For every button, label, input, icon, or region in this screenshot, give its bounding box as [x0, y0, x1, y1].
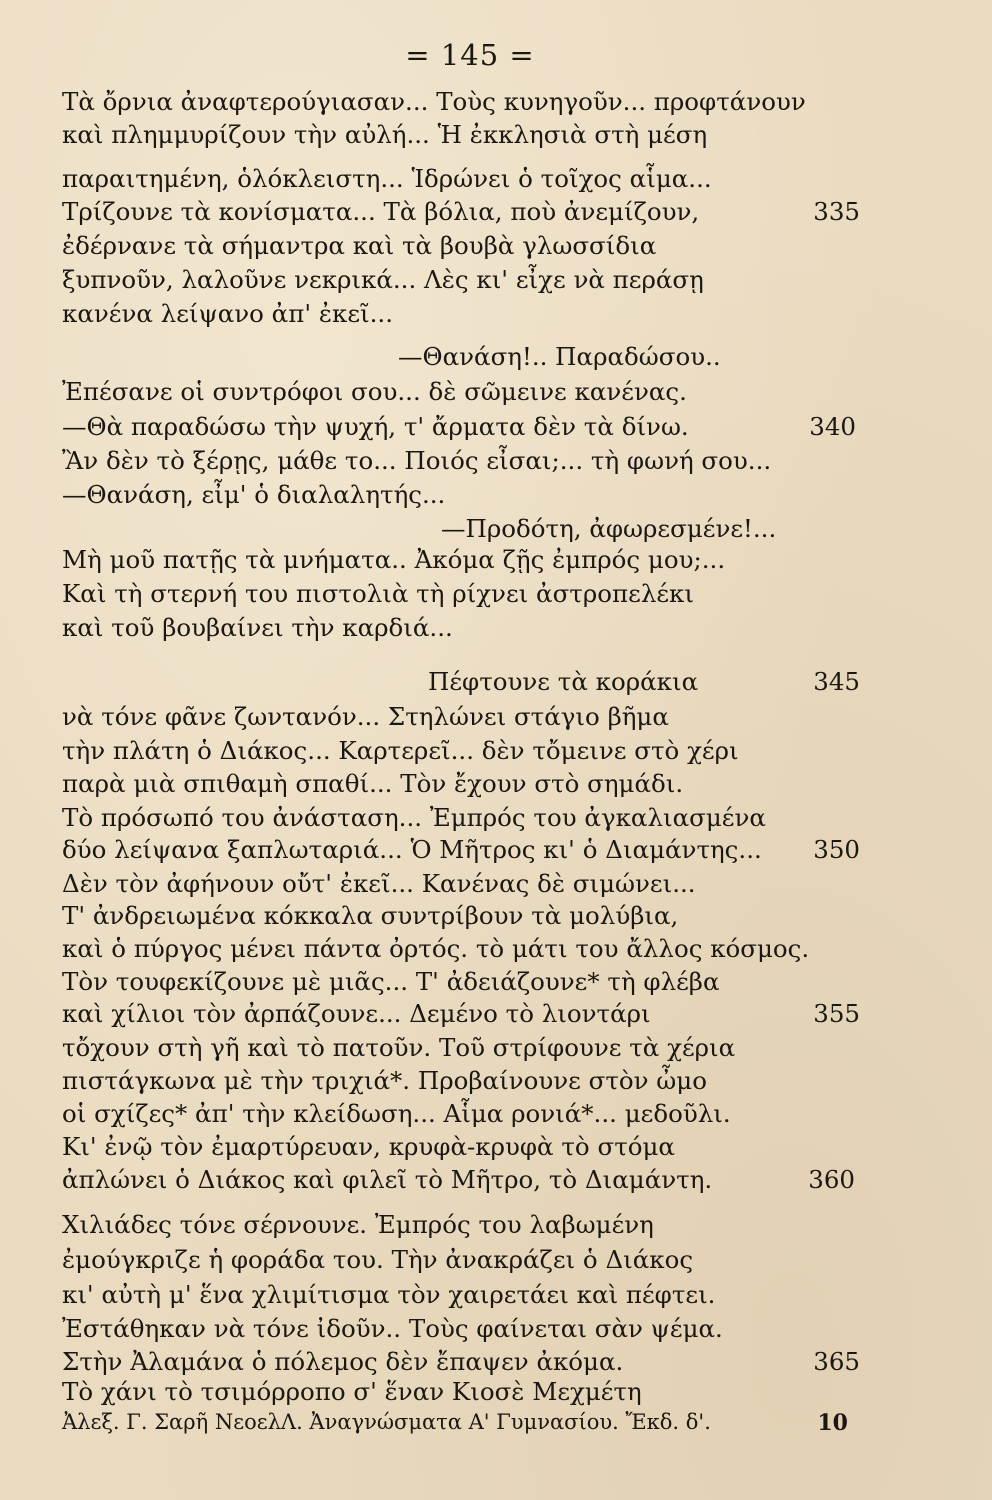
poem-line: κι' αὐτὴ μ' ἕνα χλιμίτισμα τὸν χαιρετάει καὶ πέφτει. — [62, 1280, 716, 1309]
poem-line: παραιτημένη, ὁλόκλειστη... Ἱδρώνει ὁ τοῖχος αἷμα... — [62, 164, 712, 193]
poem-line: παρὰ μιὰ σπιθαμὴ σπαθί... Τὸν ἔχουν στὸ σημάδι. — [62, 769, 684, 798]
verse-number: 345 — [813, 667, 860, 696]
poem-line: κανένα λείψανο ἀπ' ἐκεῖ... — [62, 299, 393, 328]
verse-number: 335 — [813, 197, 860, 226]
poem-line: νὰ τόνε φᾶνε ζωντανόν... Στηλώνει στάγιο βῆμα — [62, 702, 669, 731]
poem-line: Χιλιάδες τόνε σέρνουνε. Ἐμπρός του λαβωμένη — [62, 1210, 654, 1239]
poem-line: —Θανάση!.. Παραδώσου.. — [398, 342, 721, 371]
poem-line: ἐμούγκριζε ἡ φοράδα του. Τὴν ἀνακράζει ὁ Διάκος — [62, 1245, 694, 1274]
poem-line: Στὴν Ἀλαμάνα ὁ πόλεμος δὲν ἔπαψεν ἀκόμα. — [62, 1347, 624, 1376]
poem-line: —Προδότη, ἀφωρεσμένε!... — [441, 514, 777, 543]
poem-line: καὶ ὁ πύργος μένει πάντα ὀρτός. τὸ μάτι του ἄλλος κόσμος. — [62, 934, 810, 963]
poem-line: —Θὰ παραδώσω τὴν ψυχή, τ' ἄρματα δὲν τὰ δίνω. — [62, 412, 689, 441]
poem-line: Κι' ἐνῷ τὸν ἐμαρτύρευαν, κρυφὰ-κρυφὰ τὸ στόμα — [62, 1132, 675, 1161]
poem-line: καὶ πλημμυρίζουν τὴν αὐλή... Ἡ ἐκκλησιὰ στὴ μέση — [62, 120, 708, 149]
poem-line: Καὶ τὴ στερνή του πιστολιὰ τὴ ρίχνει ἀστροπελέκι — [62, 579, 694, 608]
poem-line: οἱ σχίζες* ἀπ' τὴν κλείδωση... Αἷμα ρονιά*... μεδοῦλι. — [62, 1099, 731, 1128]
verse-number: 350 — [813, 835, 860, 864]
poem-line: Μὴ μοῦ πατῇς τὰ μνήματα.. Ἀκόμα ζῇς ἐμπρός μου;... — [62, 545, 726, 574]
sheet-number: 10 — [817, 1410, 848, 1436]
poem-line: Τὸν τουφεκίζουνε μὲ μιᾶς... Τ' ἀδειάζουνε* τὴ φλέβα — [62, 967, 720, 996]
verse-number: 340 — [809, 412, 856, 441]
poem-line: Τρίζουνε τὰ κονίσματα... Τὰ βόλια, ποὺ ἀνεμίζουν, — [62, 197, 700, 226]
verse-number: 365 — [813, 1347, 860, 1376]
poem-line: ξυπνοῦν, λαλοῦνε νεκρικά... Λὲς κι' εἶχε νὰ περάσῃ — [62, 265, 704, 294]
verse-number: 355 — [813, 999, 860, 1028]
page-number: = 145 = — [405, 38, 535, 72]
poem-line: Τ' ἀνδρειωμένα κόκκαλα συντρίβουν τὰ μολύβια, — [62, 901, 679, 930]
poem-line: Τὸ χάνι τὸ τσιμόρροπο σ' ἕναν Κιοσὲ Μεχμέτη — [62, 1377, 642, 1406]
poem-line: Ἂν δὲν τὸ ξέρῃς, μάθε το... Ποιός εἶσαι;... τὴ φωνή σου... — [62, 446, 772, 475]
poem-line: Ἐστάθηκαν νὰ τόνε ἰδοῦν.. Τοὺς φαίνεται σὰν ψέμα. — [62, 1314, 723, 1343]
poem-line: τὄχουν στὴ γῆ καὶ τὸ πατοῦν. Τοῦ στρίφουνε τὰ χέρια — [62, 1033, 736, 1062]
poem-line: Δὲν τὸν ἀφήνουν οὔτ' ἐκεῖ... Κανένας δὲ σιμώνει... — [62, 869, 696, 898]
poem-line: ἀπλώνει ὁ Διάκος καὶ φιλεῖ τὸ Μῆτρο, τὸ Διαμάντη. — [62, 1165, 713, 1194]
poem-line: τὴν πλάτη ὁ Διάκος... Καρτερεῖ... δὲν τὄμεινε στὸ χέρι — [62, 736, 739, 765]
poem-line: πιστάγκωνα μὲ τὴν τριχιά*. Προβαίνουνε στὸν ὦμο — [62, 1066, 707, 1095]
poem-line: δύο λείψανα ξαπλωταριά... Ὁ Μῆτρος κι' ὁ Διαμάντης... — [62, 835, 762, 864]
poem-line: Τὰ ὄρνια ἀναφτερούγιασαν... Τοὺς κυνηγοῦν... προφτάνουν — [62, 87, 806, 116]
poem-line: Τὸ πρόσωπό του ἀνάσταση... Ἐμπρός του ἀγκαλιασμένα — [62, 803, 766, 832]
poem-line: Πέφτουνε τὰ κοράκια — [428, 667, 699, 696]
poem-line: —Θανάση, εἶμ' ὁ διαλαλητής... — [62, 480, 446, 509]
poem-line: ἐδέρνανε τὰ σήμαντρα καὶ τὰ βουβὰ γλωσσίδια — [62, 231, 657, 260]
poem-line: καὶ χίλιοι τὸν ἀρπάζουνε... Δεμένο τὸ λιοντάρι — [62, 999, 651, 1028]
book-footer: Ἀλεξ. Γ. Σαρῆ ΝεοελΛ. Ἀναγνώσματα Α' Γυμνασίου. Ἔκδ. δ'. — [62, 1410, 711, 1434]
poem-line: καὶ τοῦ βουβαίνει τὴν καρδιά... — [62, 613, 453, 642]
verse-number: 360 — [808, 1165, 855, 1194]
poem-line: Ἐπέσανε οἱ συντρόφοι σου... δὲ σῶμεινε κανένας. — [62, 377, 687, 406]
